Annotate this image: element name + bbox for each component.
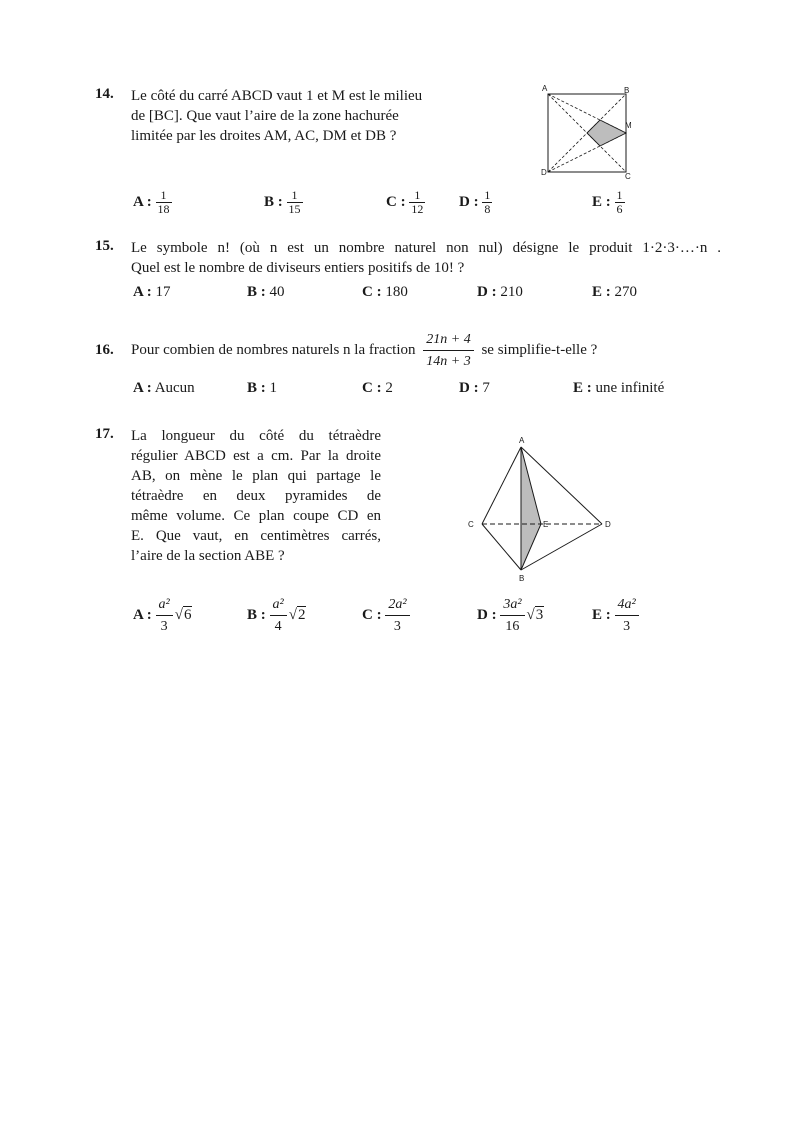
sqrt: √6 (174, 607, 192, 623)
sqrt: √3 (526, 607, 544, 623)
answer-17-d (477, 596, 544, 635)
answer-16-a: A : Aucun (133, 380, 195, 396)
question-number: 16. (95, 342, 114, 358)
answer-14-b (264, 189, 303, 216)
fraction: $\frac{1}{15}$ (288, 188, 301, 216)
answer-17-a (133, 596, 192, 635)
answer-key: B : (264, 193, 283, 210)
question-line: régulier ABCD est a cm. Par la droite (131, 448, 381, 464)
label-b: B (624, 86, 630, 95)
question-line: tétraèdre en deux pyramides de (131, 488, 381, 504)
answer-key: B : (247, 607, 266, 623)
fraction: $\frac{\text{a²}}{4}$ (270, 596, 287, 635)
question-line: La longueur du côté du tétraèdre (131, 428, 381, 444)
fraction: $\frac{\text{a²}}{3}$ (156, 596, 173, 635)
answer-17-c (362, 596, 410, 635)
answer-key: E : (592, 193, 611, 210)
question-number: 15. (95, 238, 114, 254)
label-a: A (542, 84, 548, 93)
question-number: 17. (95, 426, 114, 442)
answer-16-c: C : 2 (362, 380, 393, 396)
label-m: M (625, 121, 632, 130)
answer-16-d: D : 7 (459, 380, 490, 396)
fraction: $\frac{\text{4a²}}{3}$ (615, 596, 639, 635)
fraction: $\frac{1}{8}$ (484, 188, 491, 216)
answer-17-e (592, 596, 639, 635)
question-text (131, 86, 449, 146)
fraction: $\frac{\text{3a²}}{16}$ (500, 596, 524, 635)
label-a: A (519, 436, 525, 445)
label-c: C (468, 520, 474, 529)
tetrahedron-figure (462, 435, 622, 585)
answer-key: A : (133, 607, 152, 623)
question-line: même volume. Ce plan coupe CD en (131, 508, 381, 524)
question-text (131, 426, 381, 566)
question-line: limitée par les droites AM, AC, DM et DB ? (131, 128, 397, 144)
question-line: Le symbole n! (où n est un nombre naturel non nul) désigne le produit 1·2·3·…·n . (131, 240, 721, 256)
answer-15-c: C : 180 (362, 284, 408, 300)
edge-cb (482, 524, 521, 570)
answer-key: A : (133, 193, 152, 210)
answer-14-a (133, 189, 172, 216)
answer-14-c (386, 189, 425, 216)
fraction: $\frac{\text{2a²}}{3}$ (385, 596, 409, 635)
answer-15-b: B : 40 (247, 284, 285, 300)
question-text: Pour combien de nombres naturels n la fraction $\frac{21n + 4}{14n + 3}$ se simplifie-t-elle ? (131, 332, 598, 369)
answer-key: D : (459, 193, 479, 210)
question-line: Le côté du carré ABCD vaut 1 et M est le milieu (131, 88, 423, 104)
answer-15-d: D : 210 (477, 284, 523, 300)
label-d: D (541, 168, 547, 177)
sqrt: √2 (288, 607, 306, 623)
label-b: B (519, 574, 525, 583)
answer-key: C : (362, 607, 382, 623)
answer-14-e (592, 189, 625, 216)
question-16 (95, 331, 695, 373)
question-text (131, 238, 721, 278)
label-e: E (543, 520, 549, 529)
question-line: E. Que vaut, en centimètres carrés, (131, 528, 381, 544)
square-figure (540, 84, 640, 184)
shaded-region (587, 120, 626, 146)
answer-16-e: E : une infinité (573, 380, 665, 396)
section-abe (521, 447, 541, 570)
edge-ac (482, 447, 521, 524)
question-line: l’aire de la section ABE ? (131, 548, 285, 564)
answer-15-a: A : 17 (133, 284, 171, 300)
fraction: $\frac{1}{6}$ (616, 188, 623, 216)
question-line: Quel est le nombre de diviseurs entiers positifs de 10! ? (131, 260, 465, 276)
label-d: D (605, 520, 611, 529)
question-number: 14. (95, 86, 114, 102)
label-c: C (625, 172, 631, 181)
question-line: de [BC]. Que vaut l’aire de la zone hachurée (131, 108, 399, 124)
fraction: $\frac{1}{12}$ (411, 188, 424, 216)
answer-15-e: E : 270 (592, 284, 637, 300)
answer-key: E : (592, 607, 611, 623)
answer-16-b: B : 1 (247, 380, 277, 396)
answer-14-d (459, 189, 492, 216)
question-line: AB, on mène le plan qui partage le (131, 468, 381, 484)
answer-key: C : (386, 193, 406, 210)
fraction-21n4-14n3: $\frac{21n + 4}{14n + 3}$ (423, 331, 473, 370)
answer-17-b (247, 596, 306, 635)
answer-key: D : (477, 607, 497, 623)
fraction: $\frac{1}{18}$ (157, 188, 170, 216)
